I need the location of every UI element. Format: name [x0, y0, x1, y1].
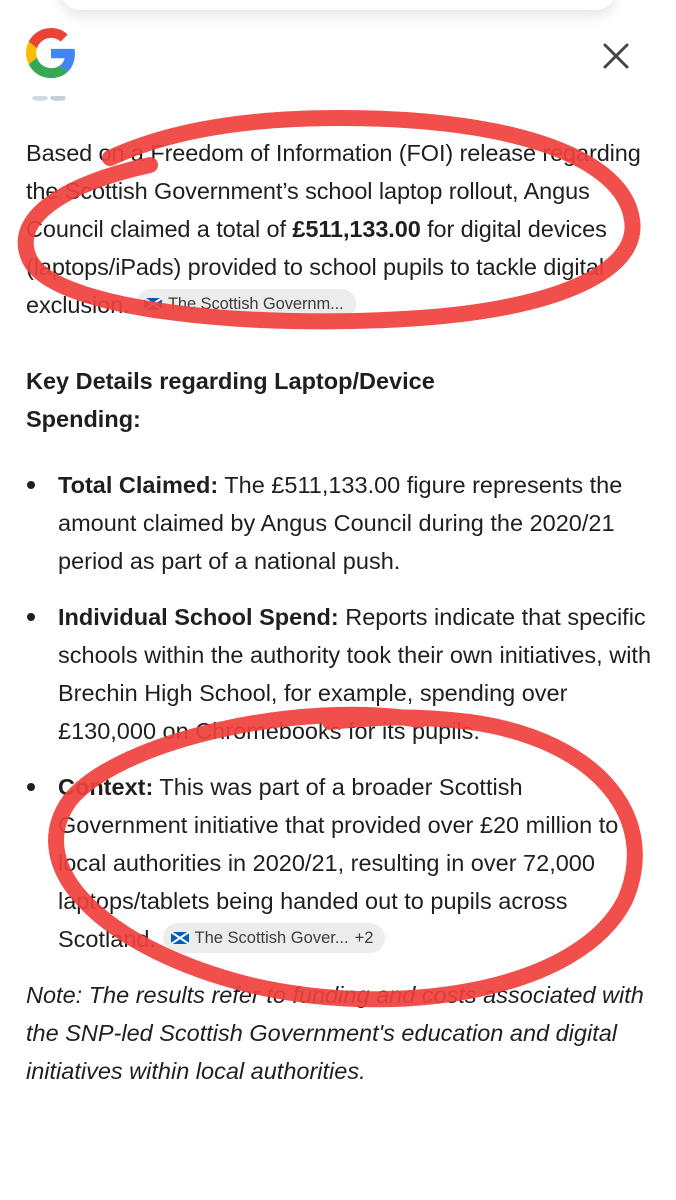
scroll-indicator-icon — [30, 96, 70, 106]
scotland-flag-icon — [171, 932, 189, 944]
close-icon — [602, 42, 630, 70]
source-chip-label: The Scottish Governm... — [167, 295, 344, 313]
bullet-dot — [27, 783, 35, 791]
list-item-label: Total Claimed: — [58, 472, 219, 498]
intro-amount: £511,133.00 — [292, 216, 421, 242]
top-bar — [0, 0, 676, 104]
list-item-text: The £511,133.00 figure represents the amount claimed by Angus Council during the 2020/21 period as part of a national push. — [58, 472, 623, 574]
close-button[interactable] — [594, 34, 638, 78]
source-chip-context[interactable] — [163, 923, 386, 953]
source-chip-more-count: +2 — [354, 929, 374, 947]
google-g-icon[interactable] — [26, 28, 76, 78]
list-item-individual-school-spend — [0, 598, 676, 750]
list-item-text: Reports indicate that specific schools within the authority took their own initiatives, with Brechin High School, for example, spending over £130,000 on Chromebooks for its pupils. — [58, 604, 652, 744]
intro-text-before: Based on a Freedom of Information (FOI) release regarding the Scottish Government’s school laptop rollout, Angus Council claimed a total of — [26, 140, 641, 242]
section-heading: Key Details regarding Laptop/Device Spending: — [26, 368, 435, 432]
list-item-text: This was part of a broader Scottish Government initiative that provided over £20 million to local authorities in 2020/21, resulting in over 72,000 laptops/tablets being handed out to pupils across Scotland. — [58, 774, 619, 952]
source-chip-intro[interactable] — [136, 289, 356, 319]
intro-text-after: for digital devices (laptops/iPads) provided to school pupils to tackle digital exclusion. — [26, 216, 607, 318]
list-item-label: Context: — [58, 774, 154, 800]
list-item-context — [0, 768, 676, 958]
intro-paragraph — [0, 134, 676, 324]
ai-overview-content — [0, 134, 676, 1090]
list-item-total-claimed — [0, 466, 676, 580]
header-shadow — [60, 0, 616, 10]
bullet-dot — [27, 613, 35, 621]
bullet-dot — [27, 481, 35, 489]
note-paragraph: Note: The results refer to funding and costs associated with the SNP-led Scottish Government's education and digital initiatives within local authorities. — [26, 982, 644, 1084]
list-item-label: Individual School Spend: — [58, 604, 339, 630]
scotland-flag-icon — [144, 298, 162, 310]
source-chip-label: The Scottish Gover... — [194, 929, 349, 947]
key-details-list — [0, 466, 676, 958]
